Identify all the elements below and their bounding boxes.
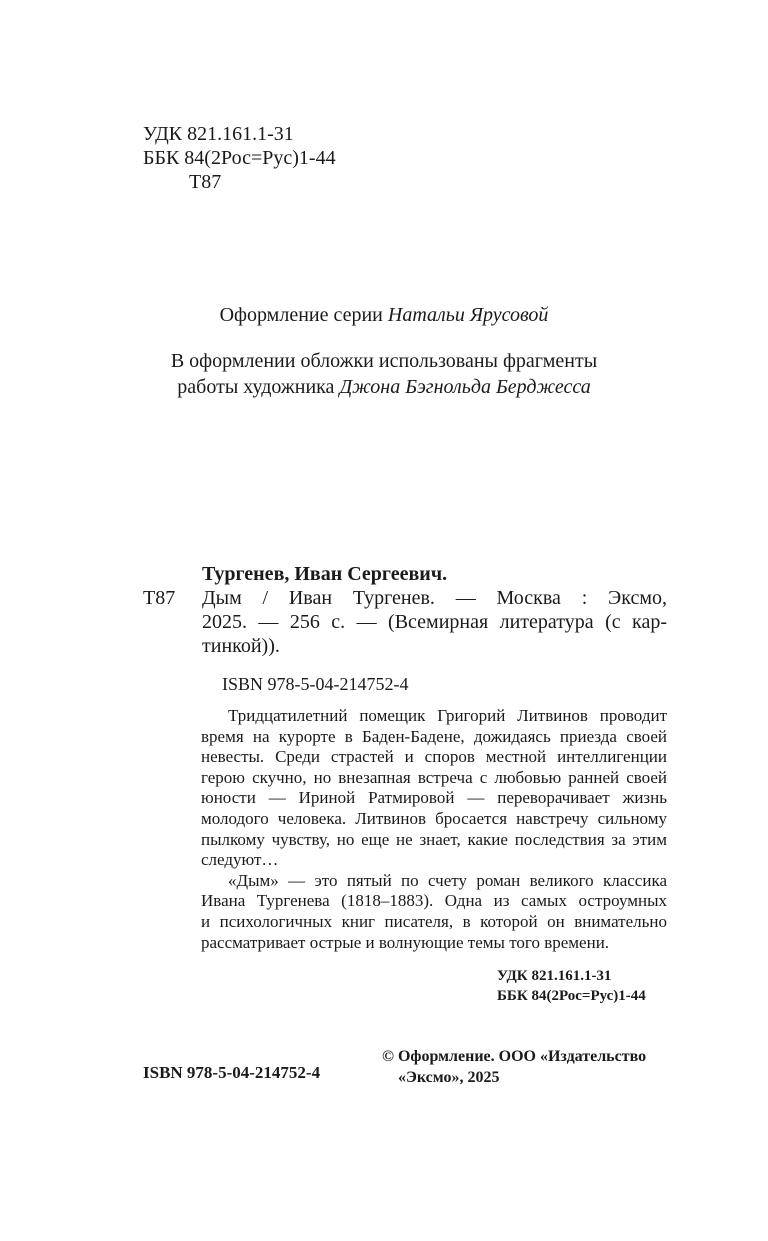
annotation-paragraph-1	[201, 706, 667, 871]
bbk-code: ББК 84(2Рос=Рус)1-44	[143, 147, 336, 169]
annotation-line: время на курорте в Баден-Бадене, дожидаясь приезда своей	[201, 726, 667, 746]
bottom-classification-codes	[497, 966, 646, 1006]
record-isbn: ISBN 978-5-04-214752-4	[222, 674, 409, 694]
annotation-line: юности — Ириной Ратмировой — переворачивает жизнь	[201, 788, 667, 808]
copyright-line-1: © Оформление. ООО «Издательство	[382, 1048, 647, 1065]
cover-design-credit	[0, 348, 768, 400]
series-design-credit	[0, 302, 768, 328]
bibliographic-record	[143, 562, 667, 658]
description-line: Дым / Иван Тургенев. — Москва : Эксмо,	[202, 587, 667, 609]
annotation-line: и психологичных книг писателя, в которой он внимательно	[201, 911, 667, 931]
cover-design-line-1: В оформлении обложки использованы фрагменты	[170, 350, 598, 372]
copyright-notice	[382, 1046, 646, 1088]
udk-code: УДК 821.161.1-31	[143, 123, 294, 145]
annotation-line: молодого человека. Литвинов бросается навстречу сильному	[201, 808, 667, 828]
cover-design-line-2	[0, 374, 768, 400]
annotation	[201, 706, 667, 953]
bottom-isbn: ISBN 978-5-04-214752-4	[143, 1063, 321, 1082]
annotation-line: рассматривает острые и волнующие темы того времени.	[201, 932, 610, 952]
annotation-line: герою скучно, но внезапная встреча с любовью ранней своей	[201, 767, 667, 787]
bottom-bbk-code: ББК 84(2Рос=Рус)1-44	[497, 988, 646, 1004]
cover-design-prefix: работы художника	[177, 376, 335, 398]
annotation-line: Тридцатилетний помещик Григорий Литвинов проводит	[228, 706, 667, 725]
cover-artist-name: Джона Бэгнольда Берджесса	[339, 376, 591, 398]
annotation-line: пылкому чувству, но еще не знает, какие последствия за этим	[201, 829, 667, 849]
record-description	[143, 586, 667, 658]
description-line: тинкой)).	[202, 635, 280, 657]
author-mark: Т87	[189, 171, 222, 193]
annotation-line: «Дым» — это пятый по счету роман великого классика	[228, 870, 667, 890]
record-author-mark: Т87	[143, 587, 176, 609]
annotation-paragraph-2	[201, 871, 667, 953]
copyright-line-2: «Эксмо», 2025	[398, 1069, 500, 1086]
description-line: 2025. — 256 с. — (Всемирная литература (с кар-	[202, 611, 667, 633]
annotation-line: следуют…	[201, 850, 279, 870]
top-classification-codes	[143, 122, 336, 194]
annotation-line: невесты. Среди страстей и споров местной интеллигенции	[201, 747, 667, 767]
record-author: Тургенев, Иван Сергеевич.	[202, 563, 448, 585]
series-designer-name: Натальи Ярусовой	[387, 304, 549, 326]
series-design-prefix: Оформление серии	[219, 304, 383, 326]
annotation-line: Ивана Тургенева (1818–1883). Одна из самых остроумных	[201, 891, 667, 911]
bottom-udk-code: УДК 821.161.1-31	[497, 968, 612, 984]
